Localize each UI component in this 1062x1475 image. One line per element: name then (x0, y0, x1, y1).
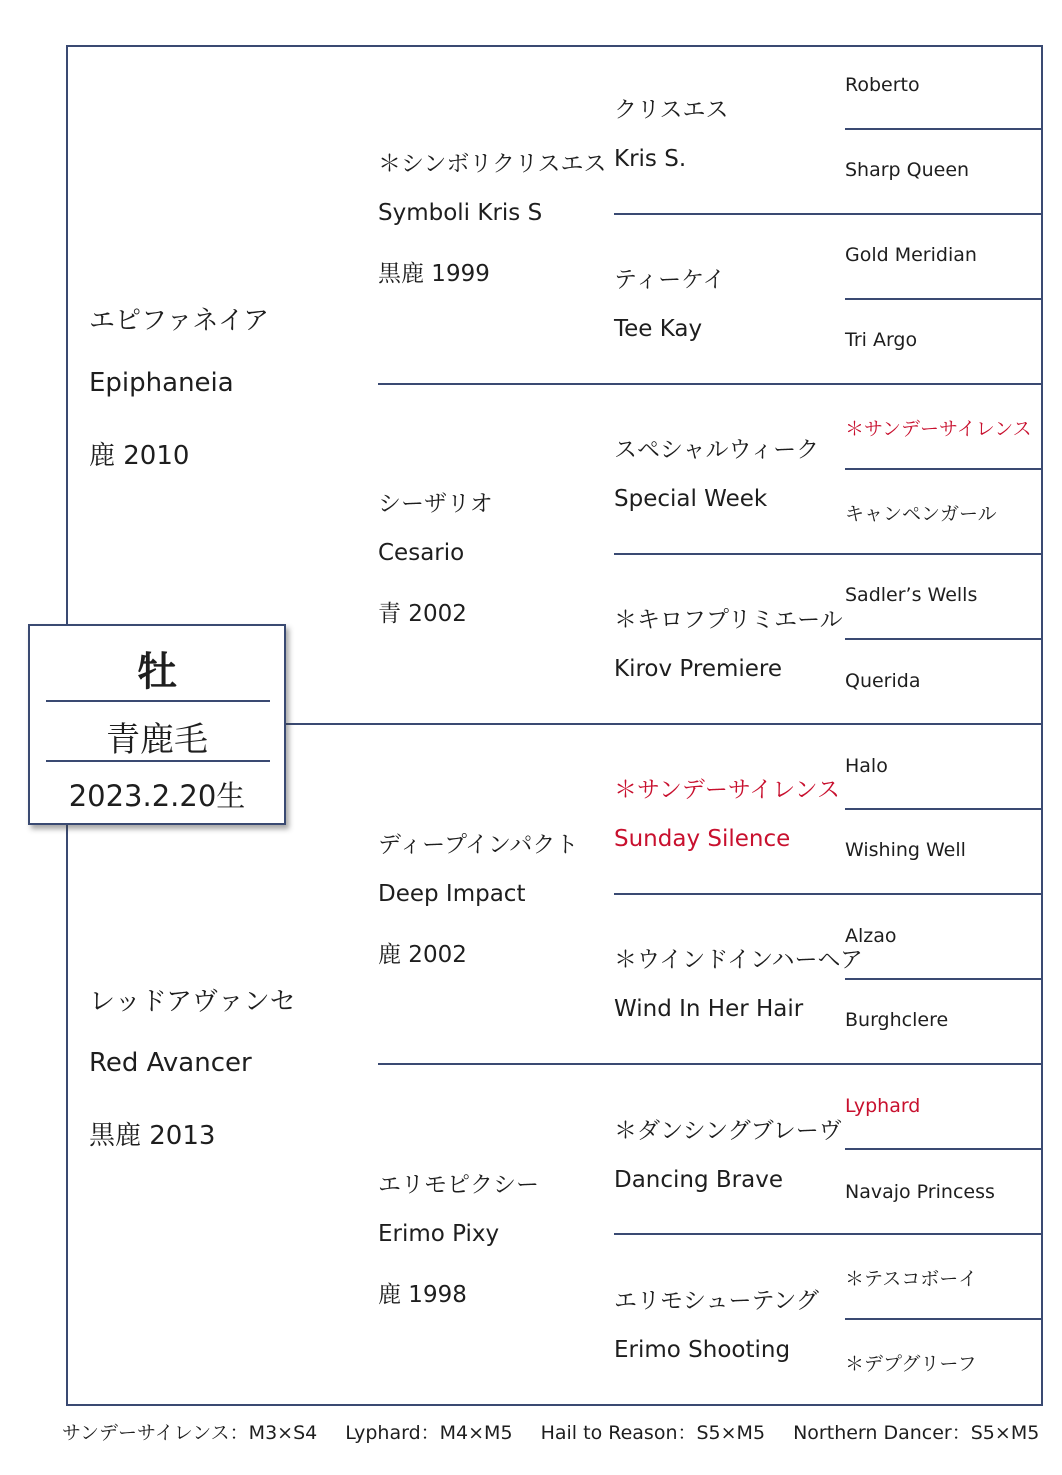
divider-gen4-8 (845, 1318, 1043, 1320)
gen3-8-name-jp: エリモシューテング (614, 1288, 819, 1314)
gen3-4-name-jp: ＊キロフプリミエール (614, 607, 843, 633)
gen2-3-name-en: Deep Impact (378, 881, 526, 907)
gen2-2-name-jp: シーザリオ (378, 491, 493, 517)
gen4-14: Navajo Princess (845, 1181, 995, 1203)
gen3-6-name-jp: ＊ウインドインハーヘア (614, 947, 863, 973)
gen4-4: Tri Argo (845, 329, 918, 351)
divider-gen4-7 (845, 1148, 1043, 1150)
gen4-12: Burghclere (845, 1009, 949, 1031)
sire-name-jp: エピファネイア (89, 306, 270, 336)
gen3-1-name-en: Kris S. (614, 146, 687, 172)
gen3-4-name-en: Kirov Premiere (614, 656, 783, 682)
gen4-3: Gold Meridian (845, 244, 977, 266)
sire-name-en: Epiphaneia (89, 368, 234, 398)
subject-divider-2 (46, 760, 270, 762)
gen3-2-name-en: Tee Kay (614, 316, 703, 342)
subject-box (28, 624, 286, 825)
divider-gen2-b (378, 1063, 1043, 1065)
gen3-7-name-jp: ＊ダンシングブレーヴ (614, 1118, 842, 1144)
gen4-8: Querida (845, 670, 921, 692)
inbreeding-item: サンデーサイレンス：M3×S4 (62, 1422, 318, 1444)
gen2-3-info: 鹿 2002 (378, 942, 467, 968)
gen2-2-info: 青 2002 (378, 601, 467, 627)
subject-birth: 2023.2.20生 (68, 779, 246, 813)
divider-sire-dam (286, 723, 1043, 725)
gen4-5: ＊サンデーサイレンス (845, 418, 1032, 440)
divider-gen4-2 (845, 298, 1043, 300)
gen3-3-name-jp: スペシャルウィーク (614, 437, 820, 463)
subject-color: 青鹿毛 (106, 720, 208, 760)
gen4-9: Halo (845, 755, 888, 777)
dam-name-en: Red Avancer (89, 1048, 252, 1078)
gen4-16: ＊デプグリーフ (845, 1353, 977, 1375)
gen3-5-name-jp: ＊サンデーサイレンス (614, 777, 840, 803)
divider-gen4-6 (845, 978, 1043, 980)
gen2-1-name-jp: ＊シンボリクリスエス (378, 151, 607, 177)
inbreeding-item: Northern Dancer：S5×M5 (793, 1422, 1040, 1444)
gen2-4-name-en: Erimo Pixy (378, 1221, 500, 1247)
gen2-4-info: 鹿 1998 (378, 1282, 467, 1308)
gen2-4-name-jp: エリモピクシー (378, 1172, 539, 1198)
divider-gen4-5 (845, 808, 1043, 810)
gen2-1-name-en: Symboli Kris S (378, 200, 543, 226)
gen4-13: Lyphard (845, 1095, 921, 1117)
gen4-1: Roberto (845, 74, 920, 96)
divider-gen4-4 (845, 638, 1043, 640)
gen3-6-name-en: Wind In Her Hair (614, 996, 804, 1022)
gen3-1-name-jp: クリスエス (614, 97, 729, 123)
dam-info: 黒鹿 2013 (89, 1121, 216, 1151)
divider-gen3-b (614, 553, 1043, 555)
gen3-2-name-jp: ティーケイ (614, 267, 726, 293)
sire-info: 鹿 2010 (89, 441, 190, 471)
gen4-7: Sadler’s Wells (845, 584, 978, 606)
gen4-11: Alzao (845, 925, 897, 947)
gen3-3-name-en: Special Week (614, 486, 768, 512)
subject-sex: 牡 (137, 649, 177, 695)
divider-gen3-c (614, 893, 1043, 895)
gen4-6: キャンペンガール (845, 503, 997, 525)
gen4-15: ＊テスコボーイ (845, 1268, 978, 1290)
subject-divider-1 (46, 700, 270, 702)
divider-gen4-1 (845, 128, 1043, 130)
divider-gen3-d (614, 1233, 1043, 1235)
divider-gen3-a (614, 213, 1043, 215)
gen4-10: Wishing Well (845, 839, 966, 861)
inbreeding-summary (62, 1418, 1039, 1445)
gen4-2: Sharp Queen (845, 159, 970, 181)
gen2-1-info: 黒鹿 1999 (378, 261, 490, 287)
dam-name-jp: レッドアヴァンセ (89, 987, 296, 1017)
inbreeding-item: Lyphard：M4×M5 (345, 1422, 513, 1444)
gen3-5-name-en: Sunday Silence (614, 826, 791, 852)
divider-gen2-a (378, 383, 1043, 385)
divider-gen4-3 (845, 468, 1043, 470)
inbreeding-item: Hail to Reason：S5×M5 (540, 1422, 766, 1444)
gen3-8-name-en: Erimo Shooting (614, 1337, 791, 1363)
gen2-2-name-en: Cesario (378, 540, 465, 566)
gen2-3-name-jp: ディープインパクト (378, 832, 579, 858)
gen3-7-name-en: Dancing Brave (614, 1167, 783, 1193)
